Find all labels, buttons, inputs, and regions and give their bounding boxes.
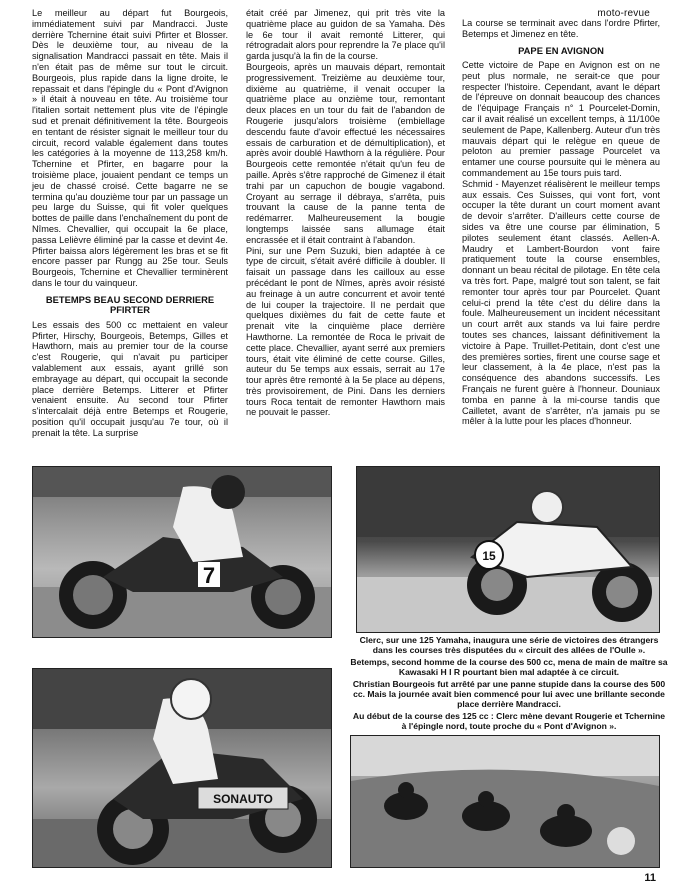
photo-rider-betemps [356,466,660,633]
photo-rider-clerc [32,466,332,638]
paragraph: Bourgeois, après un mauvais départ, remontait progressivement. Treizième au deuxième tour, dixième au quatrième, il venait occuper la quatrième place au onzième tour, remontant deux places en un tour du fait de l'abandon de Rougerie jusqu'alors troisième (embiellage descendu faute d'avoir effectué les nécessaires essais de carburation et de démultiplication), et après avoir doublé Hawthorn à la régulière. Pour Bourgeois cette remontée n'était qu'un feu de paille. Après s'être rapproché de Gimenez il était trahi par un capuchon de bougie vagabond. Croyant au serrage il débraya, s'arrêta, puis trouvant la cause de la panne tenta de redémarrer. Malheureusement la bougie longtemps laissée sans allumage était encrassée et il était contraint à l'abandon. [246,61,445,245]
fairing-lettering: SONAUTO [213,792,273,806]
photo-illustration [33,669,331,867]
paragraph: La course se terminait avec dans l'ordre Pfirter, Betemps et Jimenez en tête. [462,18,660,39]
text-column-1 [32,8,228,438]
paragraph: Le meilleur au départ fut Bourgeois, immédiatement suivi par Mandracci. Juste derrière Tchernine était suivi Pfirter et Blosser. Dès le deuxième tour, au niveau de la signalisation Mandracci passait en tête. Mais il n'en était pas de même sur tout le circuit. Bourgeois, plus rapide dans la ligne droite, le repassait et dans l'épingle du « Pont d'Avignon » il était à nouveau en tête. Au troisième tour l'italien sortait nettement plus vite de l'épingle sud et prenait définitivement la tête. Bourgeois en tentant de résister signait le meilleur tour du circuit, record valable également dans toutes les catégories à la moyenne de 113,258 km/h. Tchernine et Pfirter, en bagarre pour la troisième place, jouaient pendant ce temps un jeu de chassé croisé. Cette bagarre ne se termina qu'au douzième tour par un passage un peu large du Suisse, qui fit voler quelques bottes de paille dans l'enchaînement du pont de Nîmes. Chevallier, qui occupait la 6e place, passa Lelièvre éliminé par la casse et devint 4e. Pfirter baissa alors légèrement les bras et se fit encore passer par Rungg au 25e tour. Seuls Bourgeois, Tchernine et Chevallier terminèrent dans le tour du vainqueur. [32,8,228,288]
photo-race-hairpin [350,735,660,868]
paragraph: Pini, sur une Pem Suzuki, bien adaptée à ce type de circuit, s'était avéré difficile à doubler. Il faisait un passage dans les cailloux au esse précédant le pont de Nîmes, après avoir résisté au freinage à un autre concurrent et avoir tenté de lui couper la trajectoire. Il ne perdait que quelques dixièmes du fait de cette faute et prenait vite la cinquième place derrière Hawthorne. La remontée de Roca le privait de cette place. Chevallier, ayant serré aux premiers tours, était vite éliminé de cette course. Gilles, auteur du 5e temps aux essais, serrait au 17e tour après être remonté à la 5e place au dépens, très provisoirement, de Pini. Dans les derniers tours Roca tentait de remonter Hawthorn mais ne pouvait le passer. [246,245,445,418]
paragraph: était créé par Jimenez, qui prit très vite la quatrième place au guidon de sa Yamaha. Dès le 6e tour il avait remonté Litterer, qui rétrogradait alors pour reprendre la 7e place qu'il garda jusqu'à la fin de la course. [246,8,445,62]
text-column-2 [246,8,445,418]
race-number: 7 [202,563,216,588]
section-heading: PAPE EN AVIGNON [518,44,604,56]
magazine-name: moto-revue [597,8,650,19]
caption: Christian Bourgeois fut arrêté par une panne stupide dans la course des 500 cc. Mais la journée avait bien commencé pour lui avec une brillante seconde place derrière Mandracci. [352,679,666,709]
page-number: 11 [644,872,656,884]
caption: Clerc, sur une 125 Yamaha, inaugura une série de victoires des étrangers dans les courses très disputées du « circuit des allées de l'Oulle ». [359,635,659,655]
caption: Betemps, second homme de la course des 500 cc, mena de main de maître sa Kawasaki H I R pourtant bien mal adaptée à ce circuit. [350,657,668,677]
paragraph: Schmid - Mayenzet réalisèrent le meilleur temps aux essais. Ces Suisses, qui vont fort, vont occuper la tête durant un court moment avant de devoir s'arrêter. D'ailleurs cette course de sides va être une course par élimination, 5 pilotes seulement étant classés. Aellen-A. Maudry et Lambert-Bourdon vont faire pratiquement toute la course ensembles, donnant un beau récital de pilotage. En tête cela va très fort. Pape, malgré tout son talent, se fait remonter tour après tour par Pourcelet. Quant celui-ci prend la tête c'est du délire dans la foule. Malheureusement un incident nécessitant un court arrêt aux stands va lui faire perdre toutes ses chances, laissant définitivement la victoire à Pape. Truillet-Petitain, dont c'est une des premières sorties, firent une course sage et leur classement, à la 4e place, n'est pas la conséquence des abandons successifs. Les Français ne furent guère à l'honneur. Douniaux tomba en panne à la mi-course tandis que Cailletet, avant de s'arrêter, n'a jamais pu se mêler à la lutte pour les places d'honneur. [462,178,660,427]
caption: Au début de la course des 125 cc : Clerc mène devant Rougerie et Tchernine à l'épingle nord, toute proche du « Pont d'Avignon ». [352,711,666,731]
section-heading: BETEMPS BEAU SECOND DERRIERE PFIRTER [45,293,215,316]
text-column-3 [462,18,660,427]
race-number: 15 [482,549,496,563]
photo-illustration [357,467,659,632]
photo-rider-bourgeois [32,668,332,868]
paragraph: Les essais des 500 cc mettaient en valeur Pfirter, Hirschy, Bourgeois, Betemps, Gilles et Hawthorn, mais au premier tour de la course c'est Rougerie, qui n'avait pu participer valablement aux essais, ayant grillé son embrayage au départ, qui occupait la seconde place derrière Betemps. Litterer et Pfirter venaient ensuite. Au second tour Pfirter s'intercalait déjà entre Betemps et Rougerie, position qu'il occupait jusqu'au 7e tour, où il prenait la tête. La surprise [32,319,228,438]
photo-illustration [351,736,659,867]
paragraph: Cette victoire de Pape en Avignon est on ne peut plus normale, ne serait-ce que pour respecter l'histoire. Cependant, avant le départ de l'épreuve on donnait beaucoup des chances de l'équipage Français n° 1 Pourcelet-Domin, car il avait réalisé un excellent temps, à 11/100e seulement de Pape, Kallenberg. Auteur d'un très mauvais départ qui le relègue en queue de peloton au premier passage Pourcelet va entamer une course poursuite qui le mènera au commandement au 15e tours puis tard. [462,60,660,179]
photo-illustration [33,467,331,637]
photo-captions [350,635,668,733]
